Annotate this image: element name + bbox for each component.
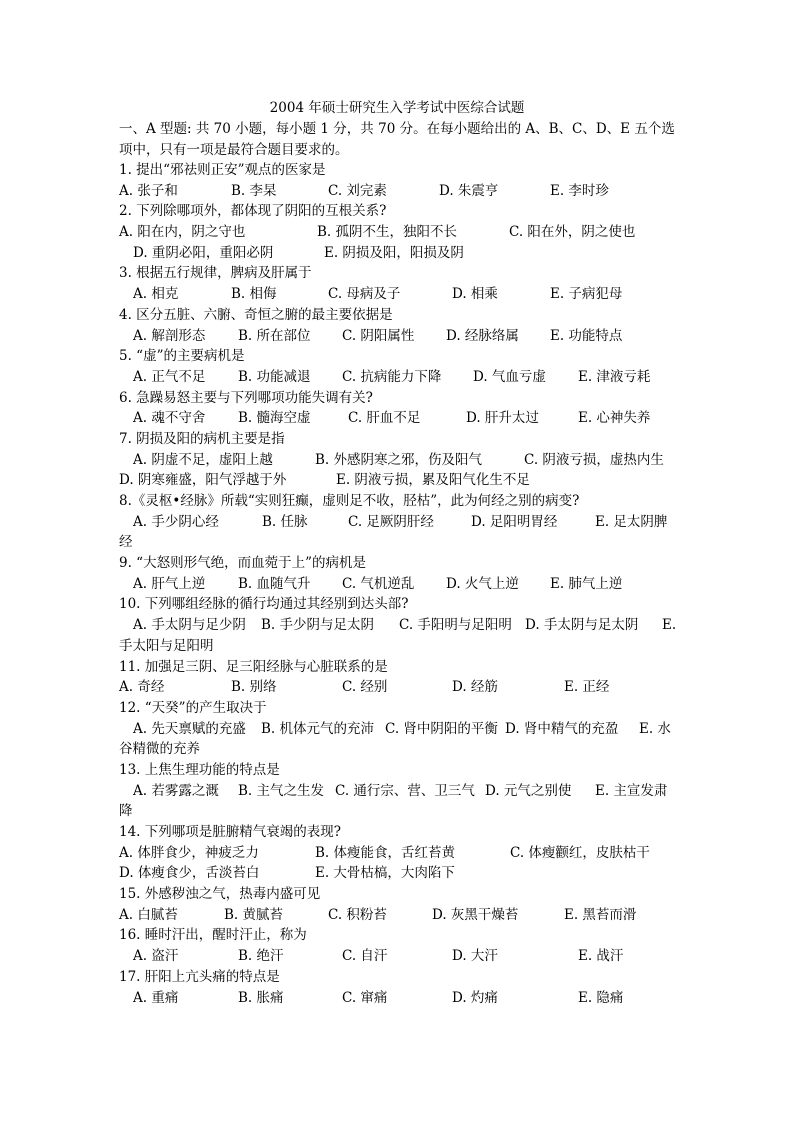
options-line bbox=[119, 781, 679, 802]
option-a: A. 重痛 bbox=[133, 989, 179, 1006]
option-b: B. 髓海空虚 bbox=[238, 410, 311, 427]
options-line-cont bbox=[119, 801, 679, 822]
option-b: B. 主气之生发 bbox=[238, 782, 325, 799]
option-b: B. 孤阴不生，独阳不长 bbox=[317, 224, 458, 241]
question-text: 13. 上焦生理功能的特点是 bbox=[119, 761, 280, 778]
option-a: A. 相克 bbox=[133, 286, 179, 303]
options-line bbox=[119, 719, 679, 740]
question-line bbox=[119, 346, 679, 367]
option-e: E. 隐痛 bbox=[578, 989, 624, 1006]
section-intro: 一、A 型题: 共 70 小题，每小题 1 分，共 70 分。在每小题给出的 A、B、C、D、E 五个选项中，只有一项是最符合题目要求的。 bbox=[119, 121, 675, 158]
option-e: E. bbox=[662, 617, 677, 634]
option-c: C. 自汗 bbox=[342, 948, 388, 965]
option-e: E. 阴液亏损，累及阳气化生不足 bbox=[336, 472, 530, 489]
option-b: B. 胀痛 bbox=[238, 989, 284, 1006]
question-line bbox=[119, 201, 679, 222]
option-a: A. 正气不足 bbox=[133, 368, 206, 385]
options-line bbox=[119, 843, 679, 864]
option-d: D. 手太阴与足太阴 bbox=[525, 617, 639, 634]
option-a: A. 解剖形态 bbox=[133, 327, 206, 344]
question-line bbox=[119, 594, 679, 615]
option-b: B. 体瘦能食，舌红苔黄 bbox=[315, 844, 456, 861]
option-d: D. 灼痛 bbox=[452, 989, 498, 1006]
option-b: B. 功能减退 bbox=[238, 368, 311, 385]
options-line bbox=[119, 470, 679, 491]
question-line bbox=[119, 760, 679, 781]
question-line bbox=[119, 388, 679, 409]
option-b: B. 黄腻苔 bbox=[224, 906, 284, 923]
option-e: E. 肺气上逆 bbox=[550, 575, 623, 592]
question-line bbox=[119, 967, 679, 988]
options-line bbox=[119, 367, 679, 388]
option-a: A. 先天禀赋的充盛 bbox=[133, 720, 246, 737]
options-line bbox=[119, 905, 679, 926]
option-e: E. 黑苔而滑 bbox=[564, 906, 637, 923]
option-b: B. 相侮 bbox=[231, 286, 277, 303]
question-text: 15. 外感秽浊之气，热毒内盛可见 bbox=[119, 886, 321, 903]
option-e: E. 李时珍 bbox=[550, 182, 609, 199]
options-line bbox=[119, 512, 679, 533]
option-a: A. 盗汗 bbox=[133, 948, 179, 965]
option-e: E. 津液亏耗 bbox=[578, 368, 651, 385]
option-a: A. 张子和 bbox=[119, 182, 178, 199]
option-e: E. 正经 bbox=[564, 679, 610, 696]
option-c: C. 窜痛 bbox=[342, 989, 388, 1006]
options-line-cont bbox=[119, 739, 679, 760]
option-a: A. 奇经 bbox=[119, 679, 165, 696]
question-text: 2. 下列除哪项外，都体现了阴阳的互根关系? bbox=[119, 203, 387, 220]
question-line bbox=[119, 698, 679, 719]
options-line bbox=[119, 946, 679, 967]
question-text: 10. 下列哪组经脉的循行均通过其经别到达头部? bbox=[119, 596, 409, 613]
option-d: D. 经筋 bbox=[452, 679, 498, 696]
option-d: D. 肝升太过 bbox=[466, 410, 539, 427]
option-e-continued: 经 bbox=[119, 534, 133, 551]
option-d: D. 经脉络属 bbox=[446, 327, 519, 344]
option-c: C. 阳在外，阴之使也 bbox=[509, 224, 636, 241]
options-line bbox=[119, 615, 679, 636]
options-line bbox=[119, 988, 679, 1009]
option-c: C. 经别 bbox=[342, 679, 388, 696]
option-c: C. 气机逆乱 bbox=[342, 575, 415, 592]
option-d: D. 重阴必阳，重阳必阴 bbox=[133, 244, 274, 261]
option-e-continued: 手太阳与足阳明 bbox=[119, 637, 214, 654]
option-e: E. 大骨枯槁，大肉陷下 bbox=[315, 865, 455, 882]
option-c: C. 抗病能力下降 bbox=[342, 368, 442, 385]
option-e: E. 阴损及阳，阳损及阴 bbox=[324, 244, 464, 261]
options-line bbox=[119, 243, 679, 264]
option-c: C. 手阳明与足阳明 bbox=[399, 617, 512, 634]
option-a: A. 白腻苔 bbox=[119, 906, 178, 923]
option-d: D. 朱震亨 bbox=[439, 182, 499, 199]
question-text: 16. 睡时汗出，醒时汗止，称为 bbox=[119, 927, 307, 944]
option-b: B. 绝汗 bbox=[238, 948, 284, 965]
options-line bbox=[119, 326, 679, 347]
question-line bbox=[119, 884, 679, 905]
options-line-cont bbox=[119, 532, 679, 553]
options-line bbox=[119, 863, 679, 884]
option-a: A. 体胖食少，神疲乏力 bbox=[119, 844, 259, 861]
option-e-continued: 谷精微的充养 bbox=[119, 741, 200, 758]
option-a: A. 手少阴心经 bbox=[133, 513, 219, 530]
question-text: 5. “虚”的主要病机是 bbox=[119, 348, 245, 365]
option-d: D. 灰黑干燥苔 bbox=[432, 906, 519, 923]
options-line bbox=[119, 450, 679, 471]
option-d: D. 相乘 bbox=[452, 286, 498, 303]
question-line bbox=[119, 925, 679, 946]
option-d: D. 元气之别使 bbox=[485, 782, 572, 799]
question-text: 4. 区分五脏、六腑、奇恒之腑的最主要依据是 bbox=[119, 306, 393, 323]
question-text: 6. 急躁易怒主要与下列哪项功能失调有关? bbox=[119, 389, 373, 406]
option-b: B. 血随气升 bbox=[238, 575, 311, 592]
question-line bbox=[119, 553, 679, 574]
options-line-cont bbox=[119, 636, 679, 657]
option-e: E. 主宣发肃 bbox=[595, 782, 668, 799]
question-line bbox=[119, 429, 679, 450]
question-line bbox=[119, 263, 679, 284]
question-line bbox=[119, 160, 679, 181]
options-line bbox=[119, 181, 679, 202]
question-line bbox=[119, 491, 679, 512]
option-d: D. 足阳明胃经 bbox=[471, 513, 558, 530]
option-e: E. 战汗 bbox=[578, 948, 624, 965]
option-a: A. 魂不守舍 bbox=[133, 410, 206, 427]
option-d: D. 火气上逆 bbox=[446, 575, 519, 592]
option-c: C. 阴液亏损，虚热内生 bbox=[524, 451, 664, 468]
option-a: A. 手太阴与足少阴 bbox=[133, 617, 246, 634]
option-b: B. 李杲 bbox=[231, 182, 277, 199]
option-c: C. 刘完素 bbox=[328, 182, 387, 199]
option-b: B. 所在部位 bbox=[238, 327, 311, 344]
option-c: C. 母病及子 bbox=[328, 286, 401, 303]
option-a: A. 若雾露之溉 bbox=[133, 782, 219, 799]
option-c: C. 阴阳属性 bbox=[342, 327, 415, 344]
question-text: 9. “大怒则形气绝，而血菀于上”的病机是 bbox=[119, 555, 366, 572]
question-text: 12. “天癸”的产生取决于 bbox=[119, 699, 267, 716]
option-c: C. 通行宗、营、卫三气 bbox=[335, 782, 475, 799]
option-e-continued: 降 bbox=[119, 803, 133, 820]
option-d: D. 肾中精气的充盈 bbox=[505, 720, 619, 737]
question-text: 11. 加强足三阴、足三阳经脉与心脏联系的是 bbox=[119, 658, 388, 675]
options-line bbox=[119, 222, 679, 243]
question-line bbox=[119, 657, 679, 678]
question-text: 7. 阴损及阳的病机主要是指 bbox=[119, 430, 285, 447]
option-d: D. 大汗 bbox=[452, 948, 498, 965]
option-a: A. 阳在内，阴之守也 bbox=[119, 224, 246, 241]
option-e: E. 心神失养 bbox=[578, 410, 651, 427]
question-text: 3. 根据五行规律，脾病及肝属于 bbox=[119, 265, 312, 282]
option-b: B. 手少阴与足太阴 bbox=[261, 617, 375, 634]
option-d: D. 气血亏虚 bbox=[473, 368, 546, 385]
question-text: 1. 提出“邪祛则正安”观点的医家是 bbox=[119, 162, 326, 178]
option-d: D. 体瘦食少，舌淡苔白 bbox=[119, 865, 260, 882]
option-c: C. 体瘦颧红，皮肤枯干 bbox=[510, 844, 650, 861]
option-a: A. 肝气上逆 bbox=[133, 575, 206, 592]
option-b: B. 机体元气的充沛 bbox=[261, 720, 375, 737]
option-e: E. 水 bbox=[639, 720, 671, 737]
option-e: E. 功能特点 bbox=[550, 327, 623, 344]
option-a: A. 阴虚不足，虚阳上越 bbox=[133, 451, 273, 468]
option-e: E. 足太阴脾 bbox=[595, 513, 668, 530]
option-c: C. 足厥阴肝经 bbox=[348, 513, 434, 530]
question-text: 14. 下列哪项是脏腑精气衰竭的表现? bbox=[119, 824, 341, 840]
options-line bbox=[119, 408, 679, 429]
question-text: 8.《灵枢•经脉》所载“实则狂癫，虚则足不收，胫枯”，此为何经之别的病变? bbox=[119, 493, 580, 509]
option-b: B. 别络 bbox=[231, 679, 277, 696]
option-b: B. 外感阴寒之邪，伤及阳气 bbox=[315, 451, 483, 468]
question-line bbox=[119, 305, 679, 326]
options-line bbox=[119, 677, 679, 698]
question-line bbox=[119, 822, 679, 843]
question-text: 17. 肝阳上亢头痛的特点是 bbox=[119, 968, 280, 985]
options-line bbox=[119, 284, 679, 305]
option-c: C. 肾中阴阳的平衡 bbox=[385, 720, 498, 737]
option-b: B. 任脉 bbox=[262, 513, 308, 530]
option-c: C. 积粉苔 bbox=[328, 906, 387, 923]
option-e: E. 子病犯母 bbox=[550, 286, 623, 303]
option-d: D. 阴寒雍盛，阳气浮越于外 bbox=[119, 472, 287, 489]
options-line bbox=[119, 574, 679, 595]
question-list bbox=[119, 160, 679, 1008]
option-c: C. 肝血不足 bbox=[348, 410, 421, 427]
page-title: 2004 年硕士研究生入学考试中医综合试题 bbox=[269, 100, 525, 116]
